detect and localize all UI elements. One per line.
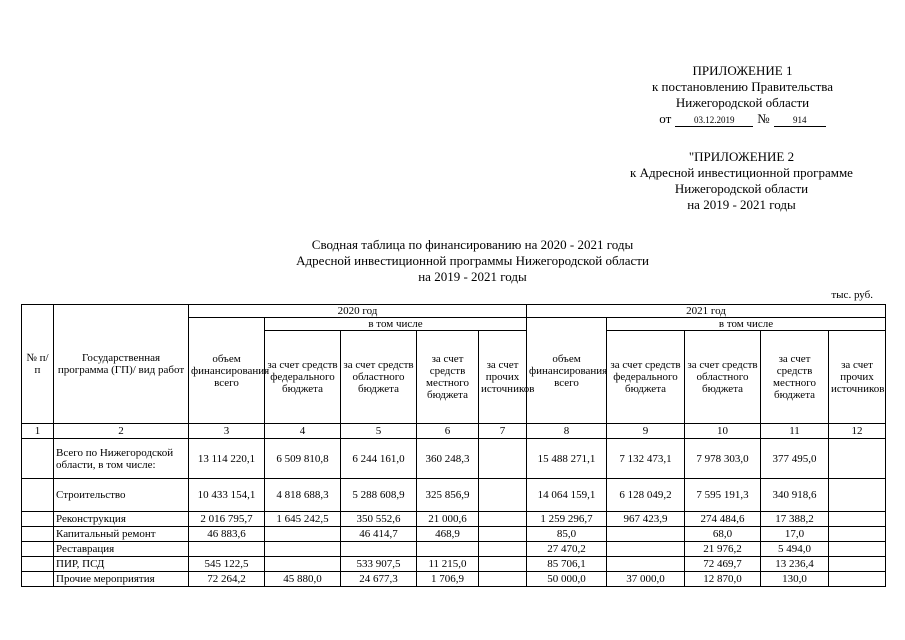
column-number-row: [22, 424, 886, 439]
value-cell: 377 495,0: [761, 439, 829, 479]
value-cell: 21 000,6: [417, 512, 479, 527]
header-2021-loc: за счет средств местного бюджета: [761, 331, 829, 424]
value-cell: 4 818 688,3: [265, 479, 341, 512]
value-cell: [829, 439, 886, 479]
table-row: [22, 479, 886, 512]
column-number-cell: 8: [527, 424, 607, 439]
appendix-1-date-line: [600, 111, 885, 127]
column-number-cell: 9: [607, 424, 685, 439]
header-2020-total: объем финансирования всего: [189, 318, 265, 424]
value-cell: 21 976,2: [685, 542, 761, 557]
value-cell: [829, 527, 886, 542]
table-row: [22, 512, 886, 527]
value-cell: [607, 557, 685, 572]
value-cell: 27 470,2: [527, 542, 607, 557]
value-cell: 17,0: [761, 527, 829, 542]
value-cell: [265, 527, 341, 542]
value-cell: 68,0: [685, 527, 761, 542]
header-2020-incl: в том числе: [265, 318, 527, 331]
value-cell: 340 918,6: [761, 479, 829, 512]
from-label: от: [659, 111, 672, 126]
value-cell: 7 132 473,1: [607, 439, 685, 479]
row-name-cell: Строительство: [54, 479, 189, 512]
value-cell: [265, 557, 341, 572]
value-cell: 1 645 242,5: [265, 512, 341, 527]
value-cell: [479, 542, 527, 557]
table-row: [22, 557, 886, 572]
value-cell: [479, 439, 527, 479]
row-name-cell: Капитальный ремонт: [54, 527, 189, 542]
header-2020-reg: за счет средств областного бюджета: [341, 331, 417, 424]
number-label: №: [757, 111, 770, 126]
column-number-cell: 2: [54, 424, 189, 439]
financing-table: [21, 304, 886, 587]
value-cell: 325 856,9: [417, 479, 479, 512]
value-cell: [479, 572, 527, 587]
table-title: [200, 237, 745, 285]
value-cell: 350 552,6: [341, 512, 417, 527]
appendix-1-header: [600, 63, 885, 127]
value-cell: 545 122,5: [189, 557, 265, 572]
header-2020-fed: за счет средств федерального бюджета: [265, 331, 341, 424]
value-cell: 360 248,3: [417, 439, 479, 479]
table-title-line3: на 2019 - 2021 годы: [418, 269, 527, 284]
column-number-cell: 7: [479, 424, 527, 439]
value-cell: 24 677,3: [341, 572, 417, 587]
table-row: [22, 439, 886, 479]
row-number-cell: [22, 439, 54, 479]
column-number-cell: 3: [189, 424, 265, 439]
value-cell: 72 264,2: [189, 572, 265, 587]
value-cell: [607, 542, 685, 557]
appendix-2-title: "ПРИЛОЖЕНИЕ 2: [688, 149, 795, 164]
table-title-line1: Сводная таблица по финансированию на 2020 - 2021 годы: [311, 237, 634, 252]
value-cell: [479, 479, 527, 512]
value-cell: 7 978 303,0: [685, 439, 761, 479]
table-row: [22, 572, 886, 587]
value-cell: 2 016 795,7: [189, 512, 265, 527]
header-year-2021: 2021 год: [527, 305, 886, 318]
row-number-cell: [22, 542, 54, 557]
column-number-cell: 12: [829, 424, 886, 439]
table-row: [22, 542, 886, 557]
value-cell: 72 469,7: [685, 557, 761, 572]
value-cell: 12 870,0: [685, 572, 761, 587]
appendix-1-line2: к постановлению Правительства: [651, 79, 834, 94]
value-cell: 45 880,0: [265, 572, 341, 587]
appendix-2-line2: к Адресной инвестиционной программе: [630, 165, 853, 180]
row-name-cell: Реставрация: [54, 542, 189, 557]
value-cell: 14 064 159,1: [527, 479, 607, 512]
value-cell: 10 433 154,1: [189, 479, 265, 512]
table-row: [22, 527, 886, 542]
decree-number: 914: [774, 115, 826, 127]
row-number-cell: [22, 527, 54, 542]
header-year-2020: 2020 год: [189, 305, 527, 318]
value-cell: 274 484,6: [685, 512, 761, 527]
header-name: Государственная программа (ГП)/ вид работ: [54, 305, 189, 424]
row-name-cell: Всего по Нижегородской области, в том числе:: [54, 439, 189, 479]
value-cell: [479, 557, 527, 572]
value-cell: [341, 542, 417, 557]
value-cell: 967 423,9: [607, 512, 685, 527]
appendix-2-line4: на 2019 - 2021 годы: [687, 197, 796, 212]
header-2020-loc: за счет средств местного бюджета: [417, 331, 479, 424]
value-cell: [829, 542, 886, 557]
value-cell: 1 259 296,7: [527, 512, 607, 527]
value-cell: 37 000,0: [607, 572, 685, 587]
value-cell: [189, 542, 265, 557]
row-number-cell: [22, 557, 54, 572]
value-cell: 468,9: [417, 527, 479, 542]
value-cell: 533 907,5: [341, 557, 417, 572]
column-number-cell: 11: [761, 424, 829, 439]
value-cell: 50 000,0: [527, 572, 607, 587]
value-cell: 130,0: [761, 572, 829, 587]
value-cell: 85,0: [527, 527, 607, 542]
row-number-cell: [22, 512, 54, 527]
value-cell: 13 114 220,1: [189, 439, 265, 479]
column-number-cell: 4: [265, 424, 341, 439]
value-cell: [479, 527, 527, 542]
column-number-cell: 10: [685, 424, 761, 439]
value-cell: 13 236,4: [761, 557, 829, 572]
value-cell: 6 509 810,8: [265, 439, 341, 479]
value-cell: 46 883,6: [189, 527, 265, 542]
row-number-cell: [22, 572, 54, 587]
appendix-2-line3: Нижегородской области: [674, 181, 809, 196]
header-2020-oth: за счет прочих источников: [479, 331, 527, 424]
value-cell: 6 244 161,0: [341, 439, 417, 479]
appendix-1-title: ПРИЛОЖЕНИЕ 1: [692, 63, 793, 78]
column-number-cell: 1: [22, 424, 54, 439]
table-title-line2: Адресной инвестиционной программы Нижегородской области: [296, 253, 649, 268]
row-name-cell: Реконструкция: [54, 512, 189, 527]
value-cell: 5 288 608,9: [341, 479, 417, 512]
value-cell: 85 706,1: [527, 557, 607, 572]
value-cell: 17 388,2: [761, 512, 829, 527]
value-cell: [829, 512, 886, 527]
row-name-cell: ПИР, ПСД: [54, 557, 189, 572]
header-no: № п/п: [22, 305, 54, 424]
value-cell: 6 128 049,2: [607, 479, 685, 512]
value-cell: 15 488 271,1: [527, 439, 607, 479]
value-cell: 7 595 191,3: [685, 479, 761, 512]
appendix-1-line3: Нижегородской области: [675, 95, 810, 110]
value-cell: 5 494,0: [761, 542, 829, 557]
header-2021-incl: в том числе: [607, 318, 886, 331]
value-cell: 46 414,7: [341, 527, 417, 542]
decree-date: 03.12.2019: [675, 115, 753, 127]
value-cell: [829, 572, 886, 587]
row-number-cell: [22, 479, 54, 512]
value-cell: [265, 542, 341, 557]
value-cell: [829, 557, 886, 572]
header-2021-reg: за счет средств областного бюджета: [685, 331, 761, 424]
value-cell: 1 706,9: [417, 572, 479, 587]
header-2021-total: объем финансирования всего: [527, 318, 607, 424]
column-number-cell: 6: [417, 424, 479, 439]
header-2021-fed: за счет средств федерального бюджета: [607, 331, 685, 424]
value-cell: [829, 479, 886, 512]
value-cell: 11 215,0: [417, 557, 479, 572]
row-name-cell: Прочие мероприятия: [54, 572, 189, 587]
value-cell: [417, 542, 479, 557]
appendix-2-header: [598, 149, 885, 213]
unit-label: тыс. руб.: [831, 289, 873, 301]
header-2021-oth: за счет прочих источников: [829, 331, 886, 424]
value-cell: [479, 512, 527, 527]
column-number-cell: 5: [341, 424, 417, 439]
value-cell: [607, 527, 685, 542]
